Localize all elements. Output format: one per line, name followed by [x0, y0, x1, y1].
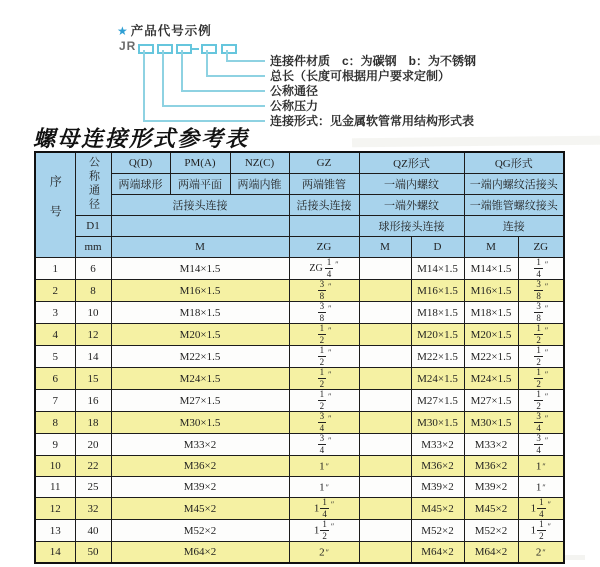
- qz-type-row2: 一端内螺纹: [359, 174, 464, 195]
- qz-m-cell: [359, 498, 411, 520]
- qg-m-cell: M33×2: [464, 434, 518, 456]
- m-thread-cell: M39×2: [111, 477, 289, 498]
- table-header: [35, 152, 564, 258]
- m-thread-cell: M45×2: [111, 498, 289, 520]
- table-row: [35, 346, 564, 368]
- qz-m-cell: [359, 346, 411, 368]
- seq-cell: 8: [35, 412, 75, 434]
- qz-d-cell: M16×1.5: [411, 280, 464, 302]
- dn-cell: 50: [75, 542, 111, 564]
- d1-label: D1: [75, 216, 111, 237]
- qg-row4: 连接: [464, 216, 564, 237]
- seq-cell: 4: [35, 324, 75, 346]
- gz-size-cell: ZG $\frac{1}{4}$ ″: [289, 258, 359, 280]
- col-nz-code: NZ(C): [230, 152, 289, 174]
- nut-connection-reference-table: [34, 151, 565, 564]
- qz-d-cell: M33×2: [411, 434, 464, 456]
- dn-cell: 18: [75, 412, 111, 434]
- qz-m-cell: [359, 477, 411, 498]
- qz-m-cell: [359, 456, 411, 477]
- m-span-label: M: [111, 237, 289, 258]
- qg-m-cell: M30×1.5: [464, 412, 518, 434]
- qz-m-label: M: [359, 237, 411, 258]
- qg-m-cell: M27×1.5: [464, 390, 518, 412]
- leader-line: [206, 50, 208, 77]
- gz-size-cell: $\frac{1}{2}$ ″: [289, 368, 359, 390]
- qz-m-cell: [359, 258, 411, 280]
- zg-col-label: ZG: [289, 237, 359, 258]
- code-prefix: JR: [119, 39, 137, 53]
- seq-cell: 3: [35, 302, 75, 324]
- table-row: [35, 477, 564, 498]
- qz-d-cell: M39×2: [411, 477, 464, 498]
- dn-cell: 16: [75, 390, 111, 412]
- m-thread-cell: M16×1.5: [111, 280, 289, 302]
- seq-cell: 13: [35, 520, 75, 542]
- qg-zg-cell: 1″: [518, 477, 564, 498]
- qg-zg-cell: 1 $\frac{1}{2}$ ″: [518, 520, 564, 542]
- qz-d-cell: M30×1.5: [411, 412, 464, 434]
- qg-zg-cell: $\frac{3}{8}$ ″: [518, 280, 564, 302]
- qg-m-cell: M45×2: [464, 498, 518, 520]
- qz-d-cell: M18×1.5: [411, 302, 464, 324]
- qg-zg-cell: $\frac{3}{4}$ ″: [518, 412, 564, 434]
- table-row: [35, 498, 564, 520]
- callout-material: 连接件材质 c：为碳钢 b：为不锈钢: [270, 54, 477, 68]
- empty-cell: [289, 216, 359, 237]
- qg-m-cell: M52×2: [464, 520, 518, 542]
- m-thread-cell: M30×1.5: [111, 412, 289, 434]
- table-row: [35, 434, 564, 456]
- table-row: [35, 456, 564, 477]
- m-thread-cell: M24×1.5: [111, 368, 289, 390]
- dn-cell: 8: [75, 280, 111, 302]
- qz-type-row3: 一端外螺纹: [359, 195, 464, 216]
- qg-zg-cell: $\frac{1}{4}$ ″: [518, 258, 564, 280]
- col-pm-code: PM(A): [170, 152, 230, 174]
- header-row-3: [35, 195, 564, 216]
- gz-size-cell: 2″: [289, 542, 359, 564]
- seq-cell: 12: [35, 498, 75, 520]
- qz-m-cell: [359, 324, 411, 346]
- qg-zg-cell: $\frac{1}{2}$ ″: [518, 346, 564, 368]
- gz-size-cell: 1″: [289, 477, 359, 498]
- gz-type: 两端锥管: [289, 174, 359, 195]
- code-box-1: [138, 44, 154, 54]
- qz-d-cell: M45×2: [411, 498, 464, 520]
- leader-line: [162, 50, 164, 107]
- header-row-5: [35, 237, 564, 258]
- callout-nominal-pressure: 公称压力: [270, 99, 319, 113]
- code-box-5: [221, 44, 237, 54]
- leader-line: [226, 60, 265, 62]
- qz-d-cell: M52×2: [411, 520, 464, 542]
- table-row: [35, 390, 564, 412]
- qz-d-cell: M24×1.5: [411, 368, 464, 390]
- qz-m-cell: [359, 302, 411, 324]
- qg-zg-cell: 1″: [518, 456, 564, 477]
- qg-m-cell: M14×1.5: [464, 258, 518, 280]
- col-seq-header: 序号: [35, 152, 75, 258]
- gz-size-cell: $\frac{1}{2}$ ″: [289, 390, 359, 412]
- qg-zg-cell: $\frac{1}{2}$ ″: [518, 324, 564, 346]
- table-row: [35, 412, 564, 434]
- qg-m-cell: M36×2: [464, 456, 518, 477]
- dn-cell: 12: [75, 324, 111, 346]
- seq-cell: 6: [35, 368, 75, 390]
- qg-m-cell: M64×2: [464, 542, 518, 564]
- qz-d-cell: M22×1.5: [411, 346, 464, 368]
- seq-cell: 7: [35, 390, 75, 412]
- gz-size-cell: $\frac{1}{2}$ ″: [289, 324, 359, 346]
- leader-line: [206, 75, 265, 77]
- qg-m-cell: M20×1.5: [464, 324, 518, 346]
- dn-cell: 40: [75, 520, 111, 542]
- code-dash: [192, 48, 199, 50]
- dn-cell: 22: [75, 456, 111, 477]
- gz-size-cell: 1 $\frac{1}{4}$ ″: [289, 498, 359, 520]
- seq-cell: 9: [35, 434, 75, 456]
- diagram-heading: [117, 21, 212, 39]
- seq-cell: 10: [35, 456, 75, 477]
- gz-size-cell: 1″: [289, 456, 359, 477]
- leader-line: [143, 50, 145, 122]
- leader-line: [181, 90, 265, 92]
- qg-zg-cell: 1 $\frac{1}{4}$ ″: [518, 498, 564, 520]
- qz-row4: 球形接头连接: [359, 216, 464, 237]
- qg-type-row2: 一端内螺纹活接头: [464, 174, 564, 195]
- col-qg-code: QG形式: [464, 152, 564, 174]
- dn-cell: 10: [75, 302, 111, 324]
- dn-cell: 25: [75, 477, 111, 498]
- header-row-1: [35, 152, 564, 174]
- gz-union-connection: 活接头连接: [289, 195, 359, 216]
- table-row: [35, 520, 564, 542]
- leader-line: [181, 50, 183, 92]
- qg-m-cell: M16×1.5: [464, 280, 518, 302]
- dn-cell: 32: [75, 498, 111, 520]
- table-row: [35, 302, 564, 324]
- table-body: [35, 258, 564, 564]
- qz-d-cell: M64×2: [411, 542, 464, 564]
- nz-type: 两端内锥: [230, 174, 289, 195]
- dn-cell: 20: [75, 434, 111, 456]
- union-connection-span: 活接头连接: [111, 195, 289, 216]
- gz-size-cell: $\frac{3}{8}$ ″: [289, 302, 359, 324]
- m-thread-cell: M33×2: [111, 434, 289, 456]
- table-row: [35, 280, 564, 302]
- leader-line: [162, 105, 265, 107]
- qz-d-cell: M20×1.5: [411, 324, 464, 346]
- qg-m-label: M: [464, 237, 518, 258]
- m-thread-cell: M64×2: [111, 542, 289, 564]
- code-box-4: [201, 44, 217, 54]
- qg-m-cell: M18×1.5: [464, 302, 518, 324]
- col-gz-code: GZ: [289, 152, 359, 174]
- gz-size-cell: $\frac{3}{4}$ ″: [289, 434, 359, 456]
- callout-total-length: 总长（长度可根据用户要求定制）: [270, 69, 451, 83]
- qg-m-cell: M39×2: [464, 477, 518, 498]
- m-thread-cell: M14×1.5: [111, 258, 289, 280]
- m-thread-cell: M36×2: [111, 456, 289, 477]
- header-row-4: [35, 216, 564, 237]
- dn-cell: 15: [75, 368, 111, 390]
- page-title: 螺母连接形式参考表: [33, 126, 250, 151]
- pm-type: 两端平面: [170, 174, 230, 195]
- qg-type-row3: 一端锥管螺纹接头: [464, 195, 564, 216]
- callout-nominal-diameter: 公称通径: [270, 84, 319, 98]
- col-qz-code: QZ形式: [359, 152, 464, 174]
- dn-cell: 6: [75, 258, 111, 280]
- qg-zg-cell: $\frac{3}{4}$ ″: [518, 434, 564, 456]
- seq-cell: 11: [35, 477, 75, 498]
- code-box-2: [157, 44, 173, 54]
- qg-zg-label: ZG: [518, 237, 564, 258]
- seq-cell: 2: [35, 280, 75, 302]
- gz-size-cell: $\frac{1}{2}$ ″: [289, 346, 359, 368]
- code-box-3: [176, 44, 192, 54]
- qz-m-cell: [359, 542, 411, 564]
- col-q-code: Q(D): [111, 152, 170, 174]
- m-thread-cell: M20×1.5: [111, 324, 289, 346]
- qg-zg-cell: 2″: [518, 542, 564, 564]
- col-dn-header: 公称通径: [75, 152, 111, 216]
- qg-m-cell: M24×1.5: [464, 368, 518, 390]
- qg-zg-cell: $\frac{1}{2}$ ″: [518, 368, 564, 390]
- seq-cell: 5: [35, 346, 75, 368]
- qz-m-cell: [359, 520, 411, 542]
- qz-m-cell: [359, 412, 411, 434]
- qz-d-cell: M14×1.5: [411, 258, 464, 280]
- m-thread-cell: M18×1.5: [111, 302, 289, 324]
- qg-m-cell: M22×1.5: [464, 346, 518, 368]
- table-row: [35, 324, 564, 346]
- table-row: [35, 542, 564, 564]
- dn-cell: 14: [75, 346, 111, 368]
- qz-m-cell: [359, 434, 411, 456]
- m-thread-cell: M22×1.5: [111, 346, 289, 368]
- table-row: [35, 368, 564, 390]
- diagram-heading-text: 产品代号示例: [130, 24, 212, 38]
- empty-cell: [111, 216, 289, 237]
- qz-d-label: D: [411, 237, 464, 258]
- star-icon: ★: [117, 24, 129, 38]
- gz-size-cell: $\frac{3}{4}$ ″: [289, 412, 359, 434]
- qg-zg-cell: $\frac{3}{8}$ ″: [518, 302, 564, 324]
- gz-size-cell: $\frac{3}{8}$ ″: [289, 280, 359, 302]
- qz-m-cell: [359, 390, 411, 412]
- qz-m-cell: [359, 280, 411, 302]
- q-type: 两端球形: [111, 174, 170, 195]
- seq-cell: 1: [35, 258, 75, 280]
- qz-m-cell: [359, 368, 411, 390]
- m-thread-cell: M27×1.5: [111, 390, 289, 412]
- m-thread-cell: M52×2: [111, 520, 289, 542]
- qg-zg-cell: $\frac{1}{2}$ ″: [518, 390, 564, 412]
- seq-cell: 14: [35, 542, 75, 564]
- callout-connection-form: 连接形式：见金属软管常用结构形式表: [270, 114, 475, 128]
- table-row: [35, 258, 564, 280]
- header-row-2: [35, 174, 564, 195]
- qz-d-cell: M27×1.5: [411, 390, 464, 412]
- mm-label: mm: [75, 237, 111, 258]
- qz-d-cell: M36×2: [411, 456, 464, 477]
- gz-size-cell: 1 $\frac{1}{2}$ ″: [289, 520, 359, 542]
